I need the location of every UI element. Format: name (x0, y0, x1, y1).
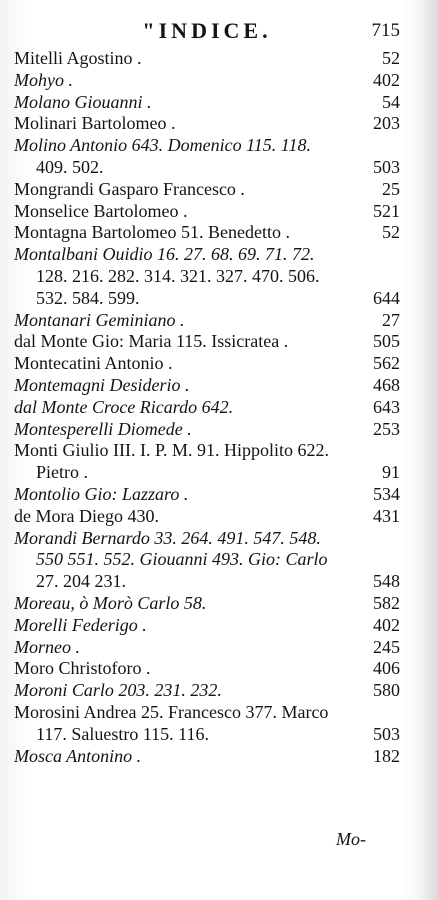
entry-text: Morandi Bernardo 33. 264. 491. 547. 548. (14, 527, 321, 548)
entry-text: 27. 204 231. (36, 571, 126, 592)
entry-page-ref: 503 (373, 723, 400, 744)
entry-text: Mohyo . (14, 69, 73, 90)
index-entry (14, 658, 400, 680)
entry-text: 409. 502. (36, 156, 104, 177)
entry-text: Moreau, ò Morò Carlo 58. (14, 592, 207, 613)
index-entry (14, 310, 400, 332)
index-entry (14, 615, 400, 637)
index-entry (14, 179, 400, 201)
entry-page-ref: 52 (382, 222, 400, 243)
page-title: "INDICE. (142, 18, 272, 43)
index-entry (14, 113, 400, 135)
entry-page-ref: 505 (373, 331, 400, 352)
index-entry-line (14, 135, 400, 157)
entry-page-ref: 402 (373, 614, 400, 635)
index-entry-line (14, 528, 400, 550)
index-entry (14, 353, 400, 375)
index-entry-line (14, 615, 400, 637)
entry-text: Molinari Bartolomeo . (14, 113, 176, 134)
index-entry-line (14, 92, 400, 114)
index-entry-line (14, 179, 400, 201)
entry-text: Moroni Carlo 203. 231. 232. (14, 680, 222, 701)
entry-text: Monti Giulio III. I. P. M. 91. Hippolito 622. (14, 440, 330, 461)
index-entry (14, 419, 400, 441)
entry-text: Montagna Bartolomeo 51. Benedetto . (14, 222, 290, 243)
entry-page-ref: 52 (382, 48, 400, 68)
index-entry (14, 222, 400, 244)
entry-text: de Mora Diego 430. (14, 505, 159, 526)
index-entry-line (14, 746, 400, 768)
entry-text: Moro Christoforo . (14, 658, 151, 679)
index-entry-line (14, 375, 400, 397)
index-entry-line (14, 397, 400, 419)
entry-page-ref: 534 (373, 483, 400, 504)
index-entry-line (14, 571, 400, 593)
entry-page-ref: 27 (382, 309, 400, 330)
index-entry-line (14, 593, 400, 615)
index-entry-line (14, 462, 400, 484)
entry-text: 532. 584. 599. (36, 287, 140, 308)
entry-text: Morelli Federigo . (14, 614, 147, 635)
index-entry-line (14, 549, 400, 571)
index-entry (14, 528, 400, 593)
entry-page-ref: 548 (373, 571, 400, 592)
index-entry (14, 375, 400, 397)
index-entry-line (14, 48, 400, 70)
index-entry-line (14, 506, 400, 528)
entry-page-ref: 582 (373, 592, 400, 613)
index-entry-line (14, 222, 400, 244)
entry-text: Monselice Bartolomeo . (14, 200, 188, 221)
entry-text: Mitelli Agostino . (14, 48, 142, 68)
entry-page-ref: 406 (373, 658, 400, 679)
index-entry (14, 201, 400, 223)
entry-text: Montemagni Desiderio . (14, 374, 190, 395)
entry-text: Montecatini Antonio . (14, 353, 173, 374)
index-entry-line (14, 658, 400, 680)
entry-page-ref: 580 (373, 680, 400, 701)
index-entry (14, 702, 400, 746)
index-entry (14, 680, 400, 702)
entry-text: Mosca Antonino . (14, 745, 142, 766)
entry-page-ref: 25 (382, 178, 400, 199)
index-entry (14, 244, 400, 309)
entry-page-ref: 91 (382, 462, 400, 483)
index-entry (14, 48, 400, 70)
index-entry-line (14, 244, 400, 266)
entry-page-ref: 182 (373, 745, 400, 766)
index-entry (14, 70, 400, 92)
page-header (14, 18, 400, 48)
index-entry-line (14, 637, 400, 659)
entry-text: Montalbani Ouidio 16. 27. 68. 69. 71. 72. (14, 244, 315, 265)
entry-page-ref: 203 (373, 113, 400, 134)
index-entry (14, 397, 400, 419)
entry-page-ref: 643 (373, 396, 400, 417)
index-entry-line (14, 310, 400, 332)
index-entry-line (14, 419, 400, 441)
index-entry (14, 331, 400, 353)
entry-page-ref: 431 (373, 505, 400, 526)
entry-text: Montesperelli Diomede . (14, 418, 192, 439)
entry-text: 128. 216. 282. 314. 321. 327. 470. 506. (36, 265, 320, 286)
entry-text: Montanari Geminiano . (14, 309, 185, 330)
entry-text: Mongrandi Gasparo Francesco . (14, 178, 245, 199)
index-entry (14, 484, 400, 506)
entry-text: Montolio Gio: Lazzaro . (14, 483, 189, 504)
entry-text: dal Monte Gio: Maria 115. Issicratea . (14, 331, 289, 352)
index-entry (14, 593, 400, 615)
entry-page-ref: 54 (382, 91, 400, 112)
index-entry (14, 135, 400, 179)
index-entry-line (14, 331, 400, 353)
index-entry-line (14, 724, 400, 746)
entry-page-ref: 503 (373, 156, 400, 177)
entry-text: 117. Saluestro 115. 116. (36, 723, 209, 744)
index-entry-line (14, 266, 400, 288)
entry-page-ref: 468 (373, 374, 400, 395)
catchword: Mo- (336, 829, 366, 849)
entry-text: Molano Giouanni . (14, 91, 152, 112)
entry-text: Morosini Andrea 25. Francesco 377. Marco (14, 701, 329, 722)
index-entry-line (14, 680, 400, 702)
index-entry-line (14, 702, 400, 724)
index-entry (14, 506, 400, 528)
index-entry-line (14, 484, 400, 506)
entry-page-ref: 253 (373, 418, 400, 439)
entry-text: 550 551. 552. Giouanni 493. Gio: Carlo (36, 549, 328, 570)
entry-page-ref: 644 (373, 287, 400, 308)
index-entry-line (14, 157, 400, 179)
entry-page-ref: 562 (373, 353, 400, 374)
index-entry-line (14, 70, 400, 92)
index-entry-line (14, 353, 400, 375)
entry-text: Pietro . (36, 462, 88, 483)
entry-text: dal Monte Croce Ricardo 642. (14, 396, 234, 417)
index-list (14, 48, 400, 767)
page-number: 715 (371, 20, 400, 41)
index-entry-line (14, 288, 400, 310)
index-entry (14, 92, 400, 114)
entry-page-ref: 521 (373, 200, 400, 221)
entry-text: Morneo . (14, 636, 80, 657)
index-entry-line (14, 201, 400, 223)
index-entry-line (14, 440, 400, 462)
index-entry-line (14, 113, 400, 135)
entry-page-ref: 402 (373, 69, 400, 90)
entry-page-ref: 245 (373, 636, 400, 657)
index-entry (14, 440, 400, 484)
index-entry (14, 637, 400, 659)
index-entry (14, 746, 400, 768)
entry-text: Molino Antonio 643. Domenico 115. 118. (14, 135, 311, 156)
